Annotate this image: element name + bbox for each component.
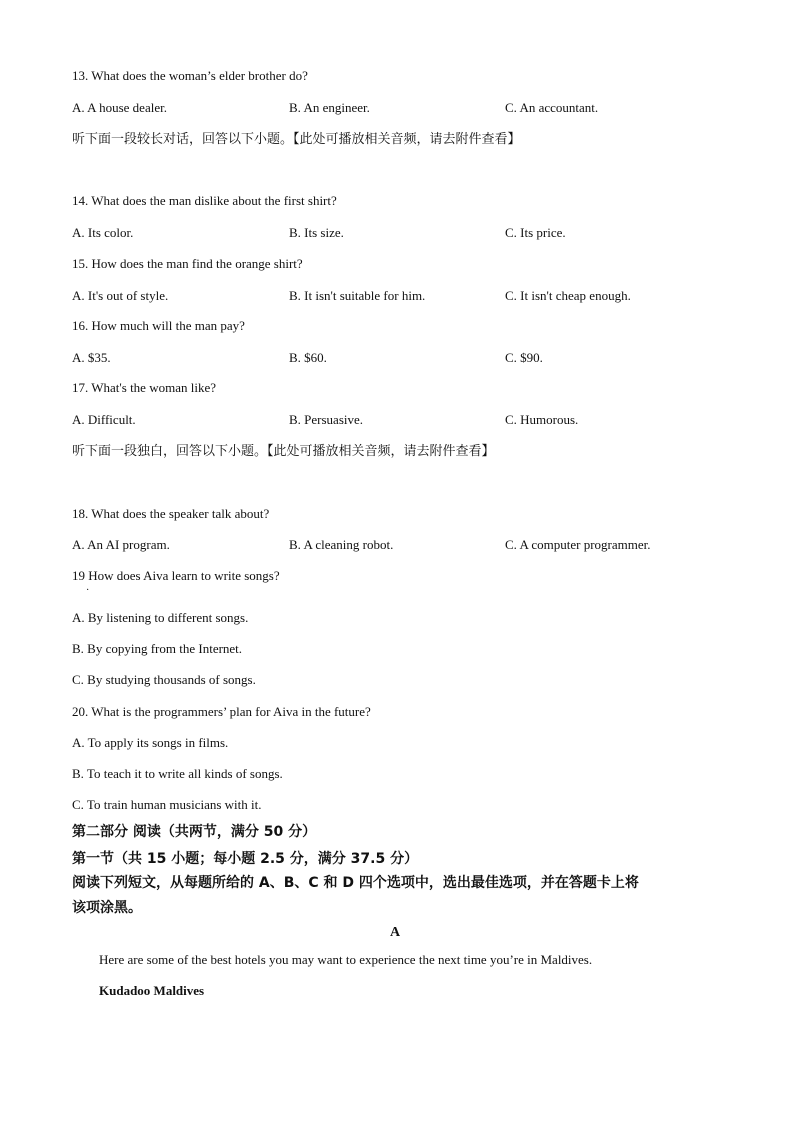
question-17: 17. What's the woman like? <box>72 380 216 395</box>
question-13: 13. What does the woman’s elder brother do? <box>72 68 308 83</box>
q17-option-c: C. Humorous. <box>505 412 579 427</box>
part2-heading: 第二部分 阅读（共两节，满分 50 分） <box>72 824 317 840</box>
q17-option-a: A. Difficult. <box>72 412 136 427</box>
question-20: 20. What is the programmers’ plan for Aiva in the future? <box>72 704 371 719</box>
q14-option-b: B. Its size. <box>289 225 344 240</box>
q13-option-c: C. An accountant. <box>505 100 599 115</box>
passage-label: A <box>390 925 401 940</box>
q14-option-a: A. Its color. <box>72 225 134 240</box>
directions-line-1: 阅读下列短文，从每题所给的 A、B、C 和 D 四个选项中，选出最佳选项，并在答题卡上将 <box>72 875 639 891</box>
section1-heading: 第一节（共 15 小题；每小题 2.5 分，满分 37.5 分） <box>72 851 419 867</box>
instruction-monologue: 听下面一段独白，回答以下小题。【此处可播放相关音频，请去附件查看】 <box>72 444 495 459</box>
q18-option-c: C. A computer programmer. <box>505 537 651 552</box>
stray-dot: · <box>86 585 90 596</box>
q16-option-b: B. $60. <box>289 350 327 365</box>
q19-option-b: B. By copying from the Internet. <box>72 641 243 656</box>
q13-option-a: A. A house dealer. <box>72 100 167 115</box>
q15-option-c: C. It isn't cheap enough. <box>505 288 631 303</box>
question-16: 16. How much will the man pay? <box>72 318 245 333</box>
q17-option-b: B. Persuasive. <box>289 412 364 427</box>
hotel-name: Kudadoo Maldives <box>99 983 205 998</box>
q19-option-c: C. By studying thousands of songs. <box>72 672 256 687</box>
q14-option-c: C. Its price. <box>505 225 566 240</box>
instruction-dialogue: 听下面一段较长对话，回答以下小题。【此处可播放相关音频，请去附件查看】 <box>72 132 521 147</box>
q20-option-c: C. To train human musicians with it. <box>72 797 262 812</box>
passage-intro: Here are some of the best hotels you may want to experience the next time you’re in Maldives. <box>99 952 593 967</box>
question-14: 14. What does the man dislike about the first shirt? <box>72 193 337 208</box>
directions-line-2: 该项涂黑。 <box>72 900 142 916</box>
q15-option-a: A. It's out of style. <box>72 288 169 303</box>
q15-option-b: B. It isn't suitable for him. <box>289 288 426 303</box>
question-19: 19 How does Aiva learn to write songs? <box>72 568 280 583</box>
q13-option-b: B. An engineer. <box>289 100 370 115</box>
q16-option-c: C. $90. <box>505 350 543 365</box>
q19-option-a: A. By listening to different songs. <box>72 610 249 625</box>
q18-option-b: B. A cleaning robot. <box>289 537 394 552</box>
question-18: 18. What does the speaker talk about? <box>72 506 270 521</box>
q18-option-a: A. An AI program. <box>72 537 170 552</box>
question-15: 15. How does the man find the orange shirt? <box>72 256 303 271</box>
q20-option-a: A. To apply its songs in films. <box>72 735 229 750</box>
q20-option-b: B. To teach it to write all kinds of songs. <box>72 766 283 781</box>
q16-option-a: A. $35. <box>72 350 111 365</box>
